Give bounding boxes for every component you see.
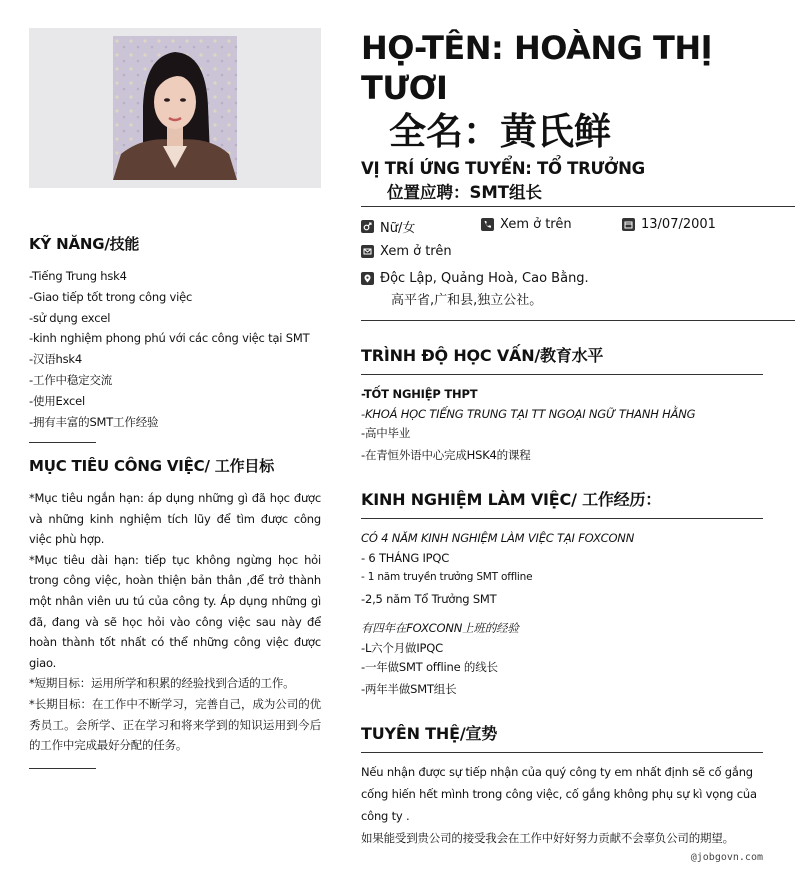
gender-icon	[361, 220, 374, 233]
profile-photo	[113, 36, 237, 180]
education-line: -在青恒外语中心完成HSK4的课程	[361, 447, 531, 462]
skills-list	[29, 266, 321, 432]
calendar-icon	[622, 218, 635, 231]
phone-value: Xem ở trên	[500, 217, 572, 232]
skills-title: KỸ NĂNG/技能	[29, 235, 140, 253]
list-item: -Giao tiếp tốt trong công việc	[29, 289, 193, 304]
experience-line: - 6 THÁNG IPQC	[361, 550, 450, 565]
applied-position: VỊ TRÍ ỨNG TUYỂN: TỔ TRƯỞNG	[361, 159, 645, 178]
list-item: -工作中稳定交流	[29, 372, 113, 387]
gender-value: Nữ/女	[380, 221, 416, 236]
career-goals-title: MỤC TIÊU CÔNG VIỆC/ 工作目标	[29, 457, 274, 475]
goal-paragraph: *短期目标：运用所学和积累的经验找到合适的工作。	[29, 676, 295, 691]
list-item: -汉语hsk4	[29, 352, 83, 367]
address-value: Độc Lập, Quảng Hoà, Cao Bằng.	[380, 271, 589, 286]
email-item	[361, 244, 452, 259]
mail-icon	[361, 245, 374, 258]
experience-line: CÓ 4 NĂM KINH NGHIỆM LÀM VIỆC TẠI FOXCONN	[361, 531, 635, 545]
divider	[361, 518, 763, 519]
list-item: -拥有丰富的SMT工作经验	[29, 414, 159, 429]
phone-icon	[481, 218, 494, 231]
commitment-title: TUYÊN THỆ/宣势	[361, 724, 498, 743]
skills-section	[29, 233, 321, 443]
source-credit: @jobgovn.com	[690, 852, 763, 863]
experience-line: - 1 năm truyền trưởng SMT offline	[361, 571, 533, 583]
divider	[361, 752, 763, 753]
experience-line: -L六个月做IPQC	[361, 640, 443, 655]
full-name-chinese: 全名：黄氏鲜	[389, 110, 611, 153]
full-name: HỌ-TÊN: HOÀNG THỊ TƯƠI	[361, 29, 713, 107]
divider	[29, 768, 96, 769]
right-column	[361, 28, 795, 849]
goal-paragraph: *Mục tiêu dài hạn: tiếp tục không ngừng học hỏi trong công việc, hoàn thiện bản thân ,để trở thành một nhân viên ưu tú của công ty. Áp dụng những gì đã, đang và sẽ học hỏi vào công việc sau này để hoàn thành tốt nhất có thể những công việc được giao.	[29, 552, 321, 670]
list-item: -sử dụng excel	[29, 310, 111, 325]
divider	[361, 320, 795, 321]
education-line: -KHOÁ HỌC TIẾNG TRUNG TẠI TT NGOẠI NGỮ THANH HẰNG	[361, 406, 696, 421]
experience-line: -一年做SMT offline 的线长	[361, 660, 498, 674]
career-goals-section	[29, 455, 321, 769]
divider	[361, 374, 763, 375]
email-value: Xem ở trên	[380, 244, 452, 259]
education-section	[361, 343, 795, 465]
experience-line: -两年半做SMT组长	[361, 681, 457, 696]
goal-paragraph: *Mục tiêu ngắn hạn: áp dụng những gì đã học được và những kinh nghiệm tích lũy để tìm được công việc phù hợp.	[29, 491, 321, 547]
commitment-paragraph: 如果能受到贵公司的接受我会在工作中好好努力贡献不会辜负公司的期望。	[361, 831, 734, 845]
address-item	[361, 271, 589, 286]
applied-position-chinese: 位置应聘：SMT组长	[387, 183, 543, 202]
commitment-section	[361, 721, 795, 849]
experience-line: -2,5 năm Tổ Trưởng SMT	[361, 591, 497, 606]
list-item: -使用Excel	[29, 393, 86, 408]
education-title: TRÌNH ĐỘ HỌC VẤN/教育水平	[361, 346, 604, 365]
experience-section	[361, 487, 795, 699]
education-line: -高中毕业	[361, 426, 411, 440]
photo-frame	[29, 28, 321, 188]
phone-item	[481, 217, 572, 232]
location-pin-icon	[361, 272, 374, 285]
address-chinese: 高平省,广和县,独立公社。	[391, 293, 543, 308]
goal-paragraph: *长期目标：在工作中不断学习，完善自己，成为公司的优秀员工。会所学、正在学习和将来学到的知识运用到今后的工作中完成最好分配的任务。	[29, 696, 321, 753]
experience-title: KINH NGHIỆM LÀM VIỆC/ 工作经历：	[361, 490, 662, 509]
birthday-value: 13/07/2001	[641, 217, 716, 232]
divider	[29, 442, 96, 443]
list-item: -Tiếng Trung hsk4	[29, 269, 127, 283]
commitment-paragraph: Nếu nhận được sự tiếp nhận của quý công ty em nhất định sẽ cố gắng cống hiến hết mình trong công việc, cố gắng không phụ sự kì vọng của công ty .	[361, 765, 757, 823]
birthday-item	[622, 217, 716, 232]
gender-item	[361, 217, 415, 236]
contact-info	[361, 207, 795, 317]
left-column	[29, 28, 321, 753]
list-item: -kinh nghiệm phong phú với các công việc tại SMT	[29, 331, 310, 346]
experience-line: 有四年在FOXCONN上班的经验	[361, 621, 519, 635]
education-line: -TỐT NGHIỆP THPT	[361, 387, 478, 401]
